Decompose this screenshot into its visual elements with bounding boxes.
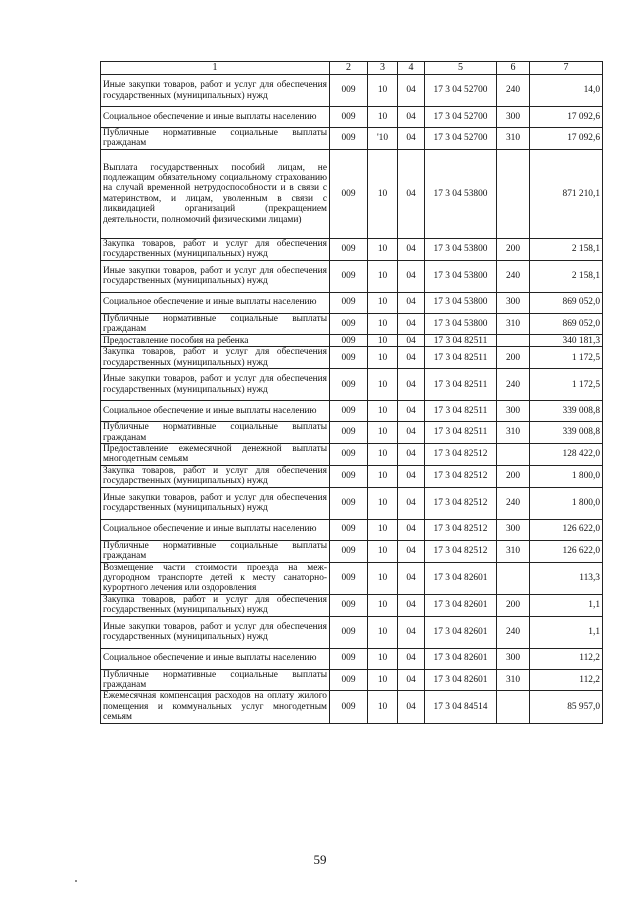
row-section-cell: 10 [368, 238, 398, 260]
row-amount-cell: 85 957,0 [530, 691, 603, 723]
row-code-cell: 009 [330, 369, 368, 401]
row-name-cell: Закупка товаров, работ и услуг для обеспечения государственных (муниципальных) нужд [101, 347, 330, 369]
row-expense-type-cell: 310 [497, 540, 530, 562]
scan-speck [75, 880, 77, 882]
header-cell: 6 [497, 62, 530, 75]
table-row [101, 594, 603, 616]
row-amount-cell: 2 158,1 [530, 260, 603, 292]
row-name-cell: Иные закупки товаров, работ и услуг для обеспечения государственных (муниципальных) нужд [101, 260, 330, 292]
row-expense-type-cell [497, 149, 530, 238]
row-subsection-cell: 04 [398, 487, 425, 519]
table-row [101, 128, 603, 150]
row-name-cell: Закупка товаров, работ и услуг для обеспечения государственных (муниципальных) нужд [101, 238, 330, 260]
row-target-article-cell: 17 3 04 53800 [425, 292, 497, 313]
row-target-article-cell: 17 3 04 52700 [425, 75, 497, 107]
row-code-cell: 009 [330, 75, 368, 107]
row-expense-type-cell [497, 562, 530, 594]
row-subsection-cell: 04 [398, 369, 425, 401]
row-expense-type-cell [497, 335, 530, 347]
row-name-cell: Выплата государственных пособий лицам, не подлежащим обязательному социальному страхованию на случай временной нетрудоспособности и в связи с материнством, и лицам, уволенным в связи с ликвидацией организаций (прекращением деятельности, полномочий физическими лицами) [101, 149, 330, 238]
table-row [101, 422, 603, 444]
row-name-cell: Социальное обеспечение и иные выплаты населению [101, 401, 330, 422]
table-row [101, 75, 603, 107]
row-amount-cell: 2 158,1 [530, 238, 603, 260]
row-amount-cell: 869 052,0 [530, 313, 603, 335]
table-row [101, 540, 603, 562]
row-amount-cell: 1 800,0 [530, 465, 603, 487]
row-target-article-cell: 17 3 04 53800 [425, 260, 497, 292]
row-name-cell: Публичные нормативные социальные выплаты гражданам [101, 669, 330, 691]
row-name-cell: Иные закупки товаров, работ и услуг для обеспечения государственных (муниципальных) нужд [101, 616, 330, 648]
table-row [101, 313, 603, 335]
row-expense-type-cell: 310 [497, 128, 530, 150]
row-name-cell: Публичные нормативные социальные выплаты гражданам [101, 540, 330, 562]
row-code-cell: 009 [330, 260, 368, 292]
row-code-cell: 009 [330, 562, 368, 594]
row-expense-type-cell: 240 [497, 260, 530, 292]
row-name-cell: Закупка товаров, работ и услуг для обеспечения государственных (муниципальных) нужд [101, 465, 330, 487]
row-code-cell: 009 [330, 422, 368, 444]
row-name-cell: Социальное обеспечение и иные выплаты населению [101, 519, 330, 540]
row-expense-type-cell: 300 [497, 292, 530, 313]
row-subsection-cell: 04 [398, 444, 425, 466]
row-code-cell: 009 [330, 238, 368, 260]
row-section-cell: 10 [368, 616, 398, 648]
row-code-cell: 009 [330, 347, 368, 369]
row-section-cell: 10 [368, 422, 398, 444]
row-name-cell: Иные закупки товаров, работ и услуг для обеспечения государственных (муниципальных) нужд [101, 75, 330, 107]
row-amount-cell: 113,3 [530, 562, 603, 594]
row-section-cell: 10 [368, 465, 398, 487]
row-subsection-cell: 04 [398, 292, 425, 313]
row-target-article-cell: 17 3 04 82601 [425, 562, 497, 594]
row-subsection-cell: 04 [398, 347, 425, 369]
row-target-article-cell: 17 3 04 52700 [425, 128, 497, 150]
row-amount-cell: 340 181,3 [530, 335, 603, 347]
table-row [101, 465, 603, 487]
row-section-cell: 10 [368, 444, 398, 466]
row-name-cell: Иные закупки товаров, работ и услуг для обеспечения государственных (муниципальных) нужд [101, 369, 330, 401]
row-amount-cell: 112,2 [530, 669, 603, 691]
row-name-cell: Социальное обеспечение и иные выплаты населению [101, 648, 330, 669]
row-expense-type-cell: 200 [497, 465, 530, 487]
row-subsection-cell: 04 [398, 335, 425, 347]
row-target-article-cell: 17 3 04 84514 [425, 691, 497, 723]
row-name-cell: Социальное обеспечение и иные выплаты населению [101, 107, 330, 128]
row-amount-cell: 112,2 [530, 648, 603, 669]
row-subsection-cell: 04 [398, 562, 425, 594]
row-subsection-cell: 04 [398, 128, 425, 150]
table-row [101, 444, 603, 466]
row-subsection-cell: 04 [398, 648, 425, 669]
row-code-cell: 009 [330, 107, 368, 128]
row-subsection-cell: 04 [398, 465, 425, 487]
row-target-article-cell: 17 3 04 82601 [425, 616, 497, 648]
row-amount-cell: 339 008,8 [530, 401, 603, 422]
row-target-article-cell: 17 3 04 82512 [425, 540, 497, 562]
row-section-cell: 10 [368, 691, 398, 723]
table-row [101, 401, 603, 422]
table-row [101, 669, 603, 691]
row-subsection-cell: 04 [398, 594, 425, 616]
table-row [101, 292, 603, 313]
row-code-cell: 009 [330, 648, 368, 669]
row-expense-type-cell: 300 [497, 401, 530, 422]
row-section-cell: 10 [368, 335, 398, 347]
header-cell: 4 [398, 62, 425, 75]
table-row [101, 335, 603, 347]
row-target-article-cell: 17 3 04 53800 [425, 313, 497, 335]
row-code-cell: 009 [330, 292, 368, 313]
row-section-cell: 10 [368, 313, 398, 335]
row-amount-cell: 17 092,6 [530, 128, 603, 150]
row-expense-type-cell: 200 [497, 347, 530, 369]
row-subsection-cell: 04 [398, 422, 425, 444]
row-expense-type-cell [497, 691, 530, 723]
row-name-cell: Публичные нормативные социальные выплаты гражданам [101, 128, 330, 150]
row-name-cell: Публичные нормативные социальные выплаты гражданам [101, 313, 330, 335]
row-code-cell: 009 [330, 465, 368, 487]
row-target-article-cell: 17 3 04 82511 [425, 401, 497, 422]
table-row [101, 519, 603, 540]
row-expense-type-cell: 240 [497, 75, 530, 107]
table-row [101, 347, 603, 369]
row-code-cell: 009 [330, 335, 368, 347]
row-name-cell: Ежемесячная компенсация расходов на оплату жилого помещения и коммунальных услуг многодетным семьям [101, 691, 330, 723]
row-name-cell: Закупка товаров, работ и услуг для обеспечения государственных (муниципальных) нужд [101, 594, 330, 616]
row-code-cell: 009 [330, 313, 368, 335]
row-amount-cell: 869 052,0 [530, 292, 603, 313]
table-row [101, 562, 603, 594]
row-section-cell: 10 [368, 401, 398, 422]
table-row [101, 691, 603, 723]
row-section-cell: 10 [368, 149, 398, 238]
row-code-cell: 009 [330, 444, 368, 466]
row-subsection-cell: 04 [398, 691, 425, 723]
row-target-article-cell: 17 3 04 52700 [425, 107, 497, 128]
row-amount-cell: 1,1 [530, 594, 603, 616]
row-amount-cell: 128 422,0 [530, 444, 603, 466]
row-subsection-cell: 04 [398, 540, 425, 562]
row-target-article-cell: 17 3 04 82511 [425, 335, 497, 347]
row-name-cell: Иные закупки товаров, работ и услуг для обеспечения государственных (муниципальных) нужд [101, 487, 330, 519]
row-code-cell: 009 [330, 540, 368, 562]
row-code-cell: 009 [330, 669, 368, 691]
row-expense-type-cell: 300 [497, 648, 530, 669]
row-section-cell: 10 [368, 562, 398, 594]
row-amount-cell: 1 800,0 [530, 487, 603, 519]
table-row [101, 487, 603, 519]
row-code-cell: 009 [330, 616, 368, 648]
row-target-article-cell: 17 3 04 82601 [425, 669, 497, 691]
row-subsection-cell: 04 [398, 75, 425, 107]
row-amount-cell: 126 622,0 [530, 519, 603, 540]
row-name-cell: Возмещение части стоимости проезда на междугородном транспорте детей к месту санаторно-курортного лечения или оздоровления [101, 562, 330, 594]
row-expense-type-cell: 300 [497, 519, 530, 540]
row-code-cell: 009 [330, 519, 368, 540]
row-code-cell: 009 [330, 487, 368, 519]
row-amount-cell: 126 622,0 [530, 540, 603, 562]
row-section-cell: '10 [368, 128, 398, 150]
budget-table [100, 61, 603, 724]
row-expense-type-cell: 240 [497, 487, 530, 519]
table-row [101, 238, 603, 260]
header-cell: 1 [101, 62, 330, 75]
row-subsection-cell: 04 [398, 401, 425, 422]
row-expense-type-cell: 200 [497, 594, 530, 616]
row-amount-cell: 871 210,1 [530, 149, 603, 238]
row-subsection-cell: 04 [398, 616, 425, 648]
row-expense-type-cell: 240 [497, 369, 530, 401]
row-section-cell: 10 [368, 292, 398, 313]
row-name-cell: Предоставление пособия на ребенка [101, 335, 330, 347]
row-section-cell: 10 [368, 519, 398, 540]
row-amount-cell: 17 092,6 [530, 107, 603, 128]
header-cell: 7 [530, 62, 603, 75]
row-subsection-cell: 04 [398, 238, 425, 260]
row-subsection-cell: 04 [398, 519, 425, 540]
row-amount-cell: 1 172,5 [530, 347, 603, 369]
row-target-article-cell: 17 3 04 53800 [425, 238, 497, 260]
row-subsection-cell: 04 [398, 313, 425, 335]
row-name-cell: Социальное обеспечение и иные выплаты населению [101, 292, 330, 313]
row-target-article-cell: 17 3 04 82511 [425, 422, 497, 444]
row-section-cell: 10 [368, 347, 398, 369]
table-header-row [101, 62, 603, 75]
row-code-cell: 009 [330, 691, 368, 723]
row-amount-cell: 1,1 [530, 616, 603, 648]
row-amount-cell: 14,0 [530, 75, 603, 107]
row-expense-type-cell: 310 [497, 313, 530, 335]
row-section-cell: 10 [368, 369, 398, 401]
row-section-cell: 10 [368, 75, 398, 107]
row-subsection-cell: 04 [398, 260, 425, 292]
table-body [101, 75, 603, 724]
row-section-cell: 10 [368, 669, 398, 691]
row-expense-type-cell: 200 [497, 238, 530, 260]
row-expense-type-cell: 310 [497, 422, 530, 444]
row-code-cell: 009 [330, 594, 368, 616]
table-row [101, 648, 603, 669]
row-section-cell: 10 [368, 540, 398, 562]
header-cell: 3 [368, 62, 398, 75]
table-row [101, 260, 603, 292]
row-section-cell: 10 [368, 594, 398, 616]
row-section-cell: 10 [368, 107, 398, 128]
row-target-article-cell: 17 3 04 82512 [425, 465, 497, 487]
row-amount-cell: 339 008,8 [530, 422, 603, 444]
table-row [101, 149, 603, 238]
row-section-cell: 10 [368, 648, 398, 669]
row-target-article-cell: 17 3 04 82511 [425, 369, 497, 401]
row-subsection-cell: 04 [398, 149, 425, 238]
table-row [101, 107, 603, 128]
row-amount-cell: 1 172,5 [530, 369, 603, 401]
row-target-article-cell: 17 3 04 82512 [425, 444, 497, 466]
row-section-cell: 10 [368, 260, 398, 292]
header-cell: 2 [330, 62, 368, 75]
row-code-cell: 009 [330, 401, 368, 422]
row-subsection-cell: 04 [398, 107, 425, 128]
row-name-cell: Предоставление ежемесячной денежной выплаты многодетным семьям [101, 444, 330, 466]
row-code-cell: 009 [330, 128, 368, 150]
table-row [101, 616, 603, 648]
row-code-cell: 009 [330, 149, 368, 238]
row-target-article-cell: 17 3 04 53800 [425, 149, 497, 238]
page-number: 59 [313, 852, 327, 867]
row-target-article-cell: 17 3 04 82512 [425, 487, 497, 519]
row-expense-type-cell: 310 [497, 669, 530, 691]
row-expense-type-cell [497, 444, 530, 466]
row-target-article-cell: 17 3 04 82512 [425, 519, 497, 540]
row-name-cell: Публичные нормативные социальные выплаты гражданам [101, 422, 330, 444]
row-target-article-cell: 17 3 04 82601 [425, 648, 497, 669]
header-cell: 5 [425, 62, 497, 75]
row-target-article-cell: 17 3 04 82511 [425, 347, 497, 369]
row-subsection-cell: 04 [398, 669, 425, 691]
row-expense-type-cell: 240 [497, 616, 530, 648]
row-expense-type-cell: 300 [497, 107, 530, 128]
table-row [101, 369, 603, 401]
row-section-cell: 10 [368, 487, 398, 519]
row-target-article-cell: 17 3 04 82601 [425, 594, 497, 616]
